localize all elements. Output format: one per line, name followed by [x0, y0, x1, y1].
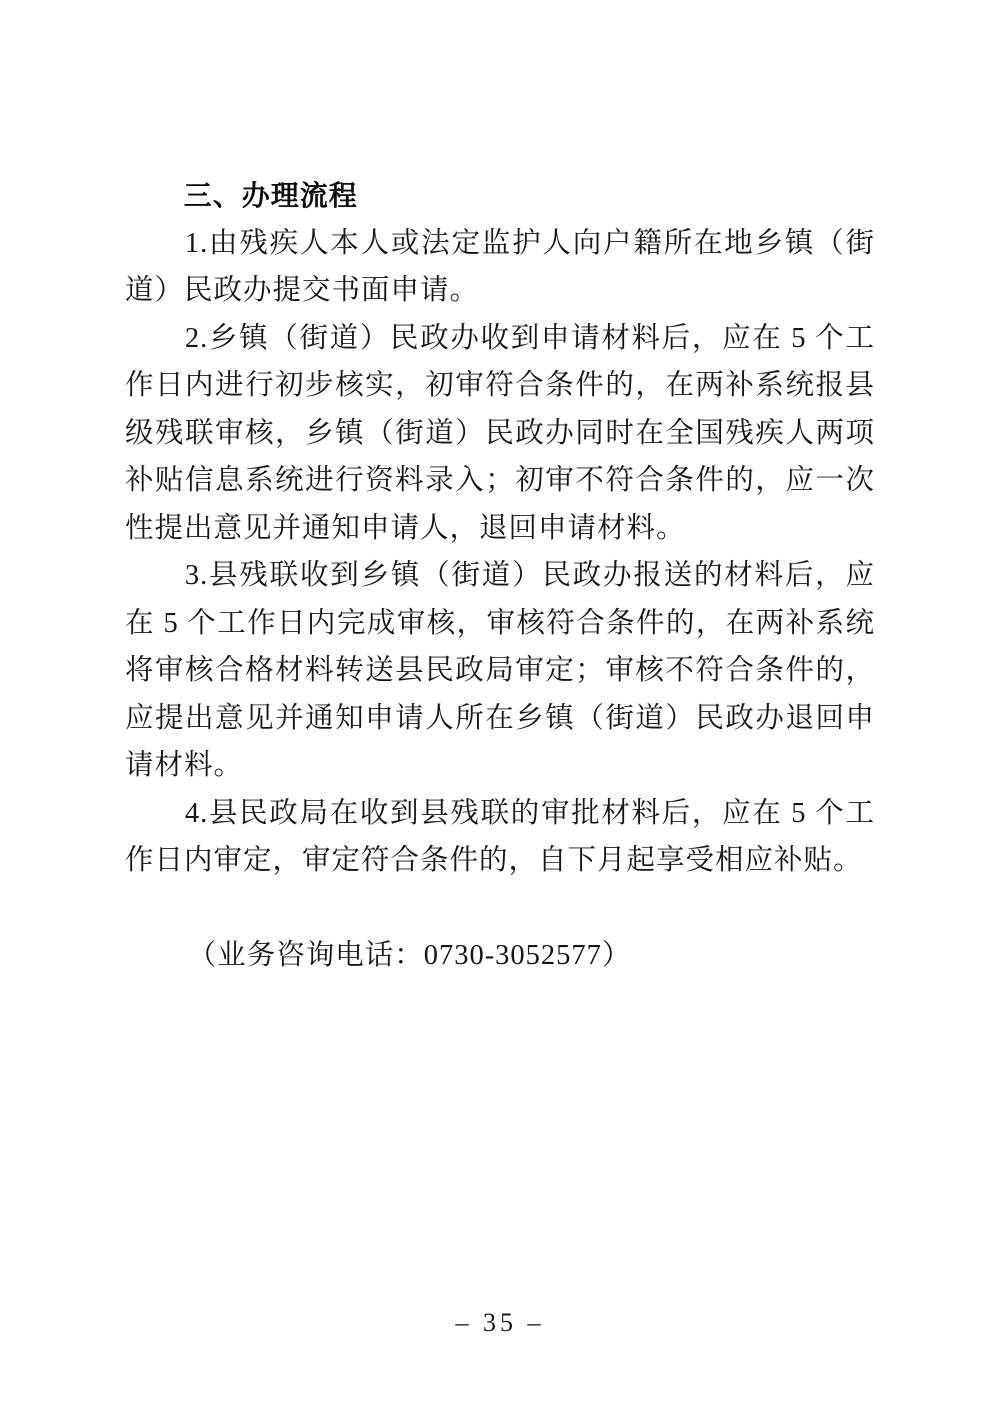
paragraph-step-2: 2.乡镇（街道）民政办收到申请材料后，应在 5 个工作日内进行初步核实，初审符合条件的，在两补系统报县级残联审核，乡镇（街道）民政办同时在全国残疾人两项补贴信息系统进行资料录入；初审不符合条件的，应一次性提出意见并通知申请人，退回申请材料。 — [125, 322, 875, 544]
paragraph-step-1: 1.由残疾人本人或法定监护人向户籍所在地乡镇（街道）民政办提交书面申请。 — [125, 227, 875, 306]
page-number: – 35 – — [455, 1308, 545, 1337]
paragraph-step-3: 3.县残联收到乡镇（街道）民政办报送的材料后，应在 5 个工作日内完成审核，审核符合条件的，在两补系统将审核合格材料转送县民政局审定；审核不符合条件的，应提出意见并通知申请人所在乡镇（街道）民政办退回申请材料。 — [125, 560, 875, 781]
contact-phone-line: （业务咨询电话：0730-3052577） — [187, 939, 632, 971]
section-heading: 三、办理流程 — [183, 180, 358, 211]
paragraph-step-4: 4.县民政局在收到县残联的审批材料后，应在 5 个工作日内审定，审定符合条件的，自下月起享受相应补贴。 — [125, 797, 875, 876]
document-content — [125, 172, 875, 979]
